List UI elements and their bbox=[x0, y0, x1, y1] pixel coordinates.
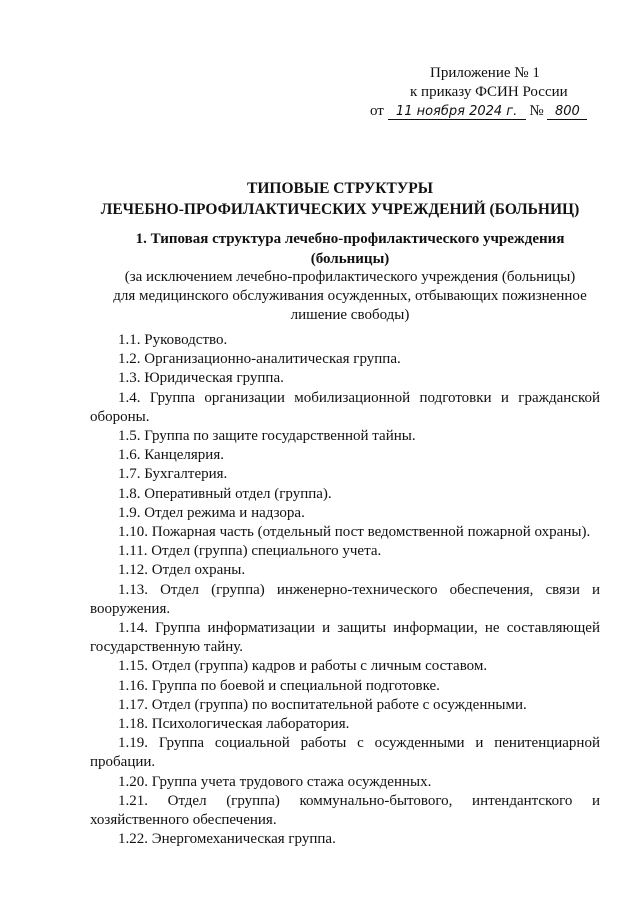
appendix-date-line bbox=[370, 102, 620, 121]
list-item: 1.22. Энергомеханическая группа. bbox=[118, 831, 336, 848]
list-item: 1.8. Оперативный отдел (группа). bbox=[118, 485, 332, 502]
list-item: 1.14. Группа информатизации и защиты информации, не составляющей государственную тайну. bbox=[90, 620, 600, 656]
appendix-order-ref: к приказу ФСИН России bbox=[410, 84, 568, 100]
section-heading-line-1: 1. Типовая структура лечебно-профилактического учреждения bbox=[135, 231, 565, 247]
handwritten-number: 800 bbox=[547, 104, 587, 120]
list-item: 1.6. Канцелярия. bbox=[118, 447, 224, 464]
section-note bbox=[90, 268, 610, 325]
list-item: 1.20. Группа учета трудового стажа осужденных. bbox=[118, 773, 432, 790]
section-note-line-2: для медицинского обслуживания осужденных, отбывающих пожизненное bbox=[113, 288, 587, 304]
appendix-block bbox=[370, 64, 620, 121]
handwritten-date: 11 ноября 2024 г. bbox=[388, 104, 526, 120]
section-note-line-3: лишение свободы) bbox=[290, 307, 410, 323]
list-item: 1.12. Отдел охраны. bbox=[118, 562, 246, 579]
list-item: 1.9. Отдел режима и надзора. bbox=[118, 504, 305, 521]
list-item: 1.1. Руководство. bbox=[118, 332, 228, 348]
structure-items-list bbox=[90, 331, 600, 849]
list-item: 1.10. Пожарная часть (отдельный пост ведомственной пожарной охраны). bbox=[118, 524, 591, 541]
list-item: 1.19. Группа социальной работы с осужденными и пенитенциарной пробации. bbox=[90, 735, 600, 771]
list-item: 1.21. Отдел (группа) коммунально-бытового, интендантского и хозяйственного обеспечения. bbox=[90, 792, 600, 829]
list-item: 1.4. Группа организации мобилизационной подготовки и гражданской обороны. bbox=[90, 389, 600, 425]
list-item: 1.18. Психологическая лаборатория. bbox=[118, 716, 350, 733]
list-item: 1.3. Юридическая группа. bbox=[118, 370, 284, 387]
list-item: 1.15. Отдел (группа) кадров и работы с личным составом. bbox=[118, 658, 488, 675]
list-item: 1.5. Группа по защите государственной тайны. bbox=[118, 428, 416, 445]
document-title bbox=[60, 178, 620, 220]
list-item: 1.16. Группа по боевой и специальной подготовке. bbox=[118, 677, 440, 694]
list-item: 1.17. Отдел (группа) по воспитательной работе с осужденными. bbox=[118, 696, 527, 713]
number-label: № bbox=[529, 103, 544, 119]
list-item: 1.7. Бухгалтерия. bbox=[118, 466, 228, 483]
section-heading bbox=[90, 229, 610, 269]
section-note-line-1: (за исключением лечебно-профилактического учреждения (больницы) bbox=[124, 269, 576, 285]
section-heading-line-2: (больницы) bbox=[310, 251, 390, 267]
list-item: 1.11. Отдел (группа) специального учета. bbox=[118, 543, 382, 560]
title-line-1: ТИПОВЫЕ СТРУКТУРЫ bbox=[247, 180, 433, 197]
list-item: 1.2. Организационно-аналитическая группа. bbox=[118, 351, 401, 368]
title-line-2: ЛЕЧЕБНО-ПРОФИЛАКТИЧЕСКИХ УЧРЕЖДЕНИЙ (БОЛЬНИЦ) bbox=[100, 201, 580, 218]
appendix-number: Приложение № 1 bbox=[430, 65, 540, 81]
from-label: от bbox=[370, 103, 384, 119]
list-item: 1.13. Отдел (группа) инженерно-технического обеспечения, связи и вооружения. bbox=[90, 581, 600, 617]
